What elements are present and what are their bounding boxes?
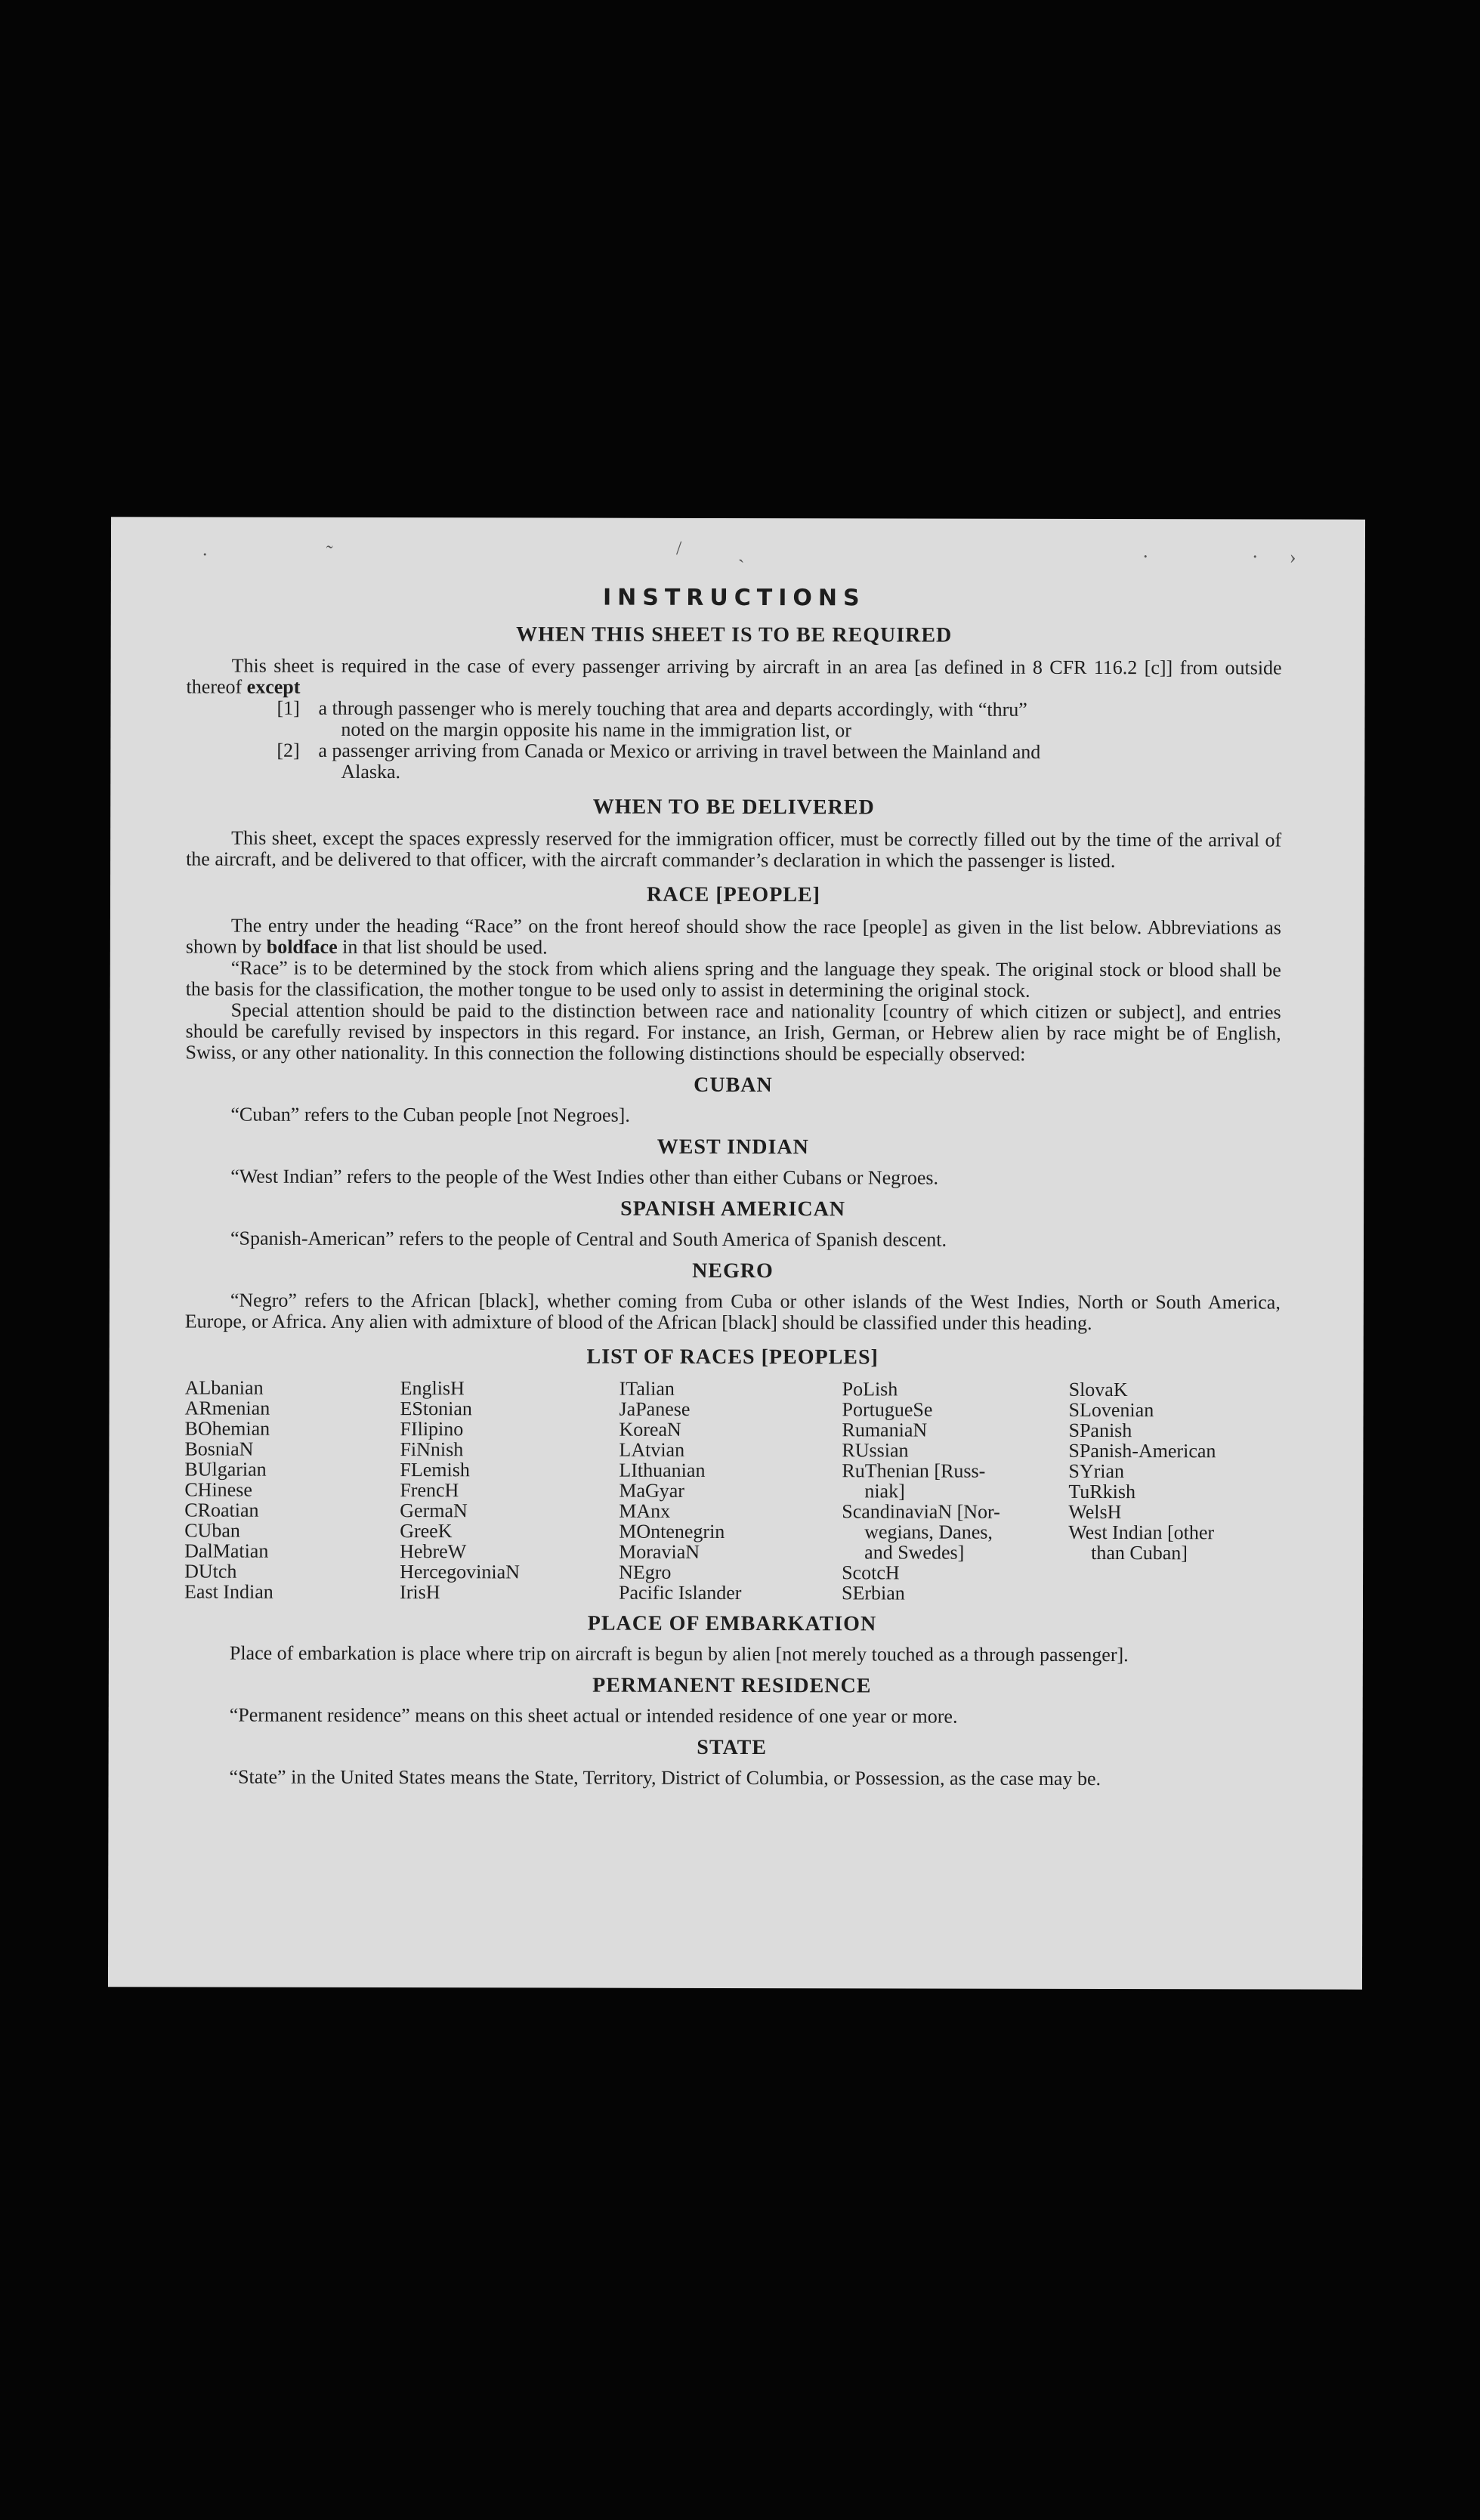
race-entry: GreeK <box>400 1520 453 1543</box>
section-heading-residence: PERMANENT RESIDENCE <box>592 1673 872 1698</box>
race-entry: MoraviaN <box>619 1540 700 1563</box>
race-p1-text-end: in that list should be used. <box>342 935 548 959</box>
section-heading-race: RACE [PEOPLE] <box>646 882 821 907</box>
required-intro <box>187 655 1282 699</box>
race-entry: DalMatian <box>184 1539 269 1562</box>
race-entry: RUssian <box>842 1439 909 1462</box>
race-entry: SYrian <box>1068 1459 1125 1483</box>
scan-speck: ˜ <box>326 541 333 564</box>
list-item <box>277 740 1281 785</box>
list-item-text <box>318 740 1281 785</box>
race-entry: GermaN <box>400 1499 468 1522</box>
cuban-text: “Cuban” refers to the Cuban people [not Negroes]. <box>230 1103 630 1126</box>
scan-speck: / <box>675 536 682 559</box>
required-intro-bold: except <box>246 675 301 698</box>
races-list <box>184 1377 1281 1604</box>
race-entry: SErbian <box>842 1582 905 1604</box>
race-entry: FrencH <box>400 1479 459 1502</box>
race-entry: ScandinaviaN [Nor- <box>842 1500 1000 1523</box>
embarkation-text: Place of embarkation is place where trip on aircraft is begun by alien [not merely touched as a through passenger]. <box>229 1641 1129 1666</box>
race-entry: RuThenian [Russ- <box>842 1459 986 1482</box>
state-text: “State” in the United States means the State, Territory, District of Columbia, or Possession, as the case may be. <box>229 1765 1102 1790</box>
race-entry: than Cuban] <box>1091 1541 1188 1564</box>
race-entry: FiNnish <box>400 1438 464 1461</box>
races-column <box>1068 1379 1281 1604</box>
race-paragraph-1 <box>186 915 1281 959</box>
race-entry: East Indian <box>184 1580 273 1603</box>
race-entry: LAtvian <box>619 1438 685 1461</box>
list-item-line: a through passenger who is merely touching that area and departs accordingly, with “thru” <box>318 696 1027 721</box>
race-paragraph-3: Special attention should be paid to the distinction between race and nationality [country of which citizen or subject], and entries should be carefully revised by inspectors in this regard. For instance, an Irish, German, or Hebrew alien by race might be of English, Swiss, or any other nationality. In this connection the following distinctions should be especially observed: <box>185 999 1281 1065</box>
race-entry: EStonian <box>400 1397 472 1420</box>
race-entry: CHinese <box>184 1478 252 1501</box>
race-entry: ITalian <box>619 1377 675 1400</box>
list-item-continuation: noted on the margin opposite his name in the immigration list, or <box>341 718 851 742</box>
scan-speck: › <box>1289 545 1296 568</box>
race-entry: SPanish-American <box>1068 1439 1216 1462</box>
section-heading-required: WHEN THIS SHEET IS TO BE REQUIRED <box>516 622 953 647</box>
residence-text: “Permanent residence” means on this sheet actual or intended residence of one year or more. <box>229 1703 958 1728</box>
race-entry: TuRkish <box>1068 1480 1136 1503</box>
negro-text: “Negro” refers to the African [black], whether coming from Cuba or other islands of the West Indies, North or South America, Europe, or Africa. Any alien with admixture of blood of the African [black] should be classified under this heading. <box>184 1289 1281 1334</box>
scan-speck: · <box>1142 545 1149 568</box>
page-title: INSTRUCTIONS <box>602 584 866 612</box>
race-entry: CUban <box>184 1519 240 1542</box>
race-entry: BosniaN <box>184 1438 254 1460</box>
section-heading-west-indian: WEST INDIAN <box>657 1135 809 1160</box>
race-entry: FLemish <box>400 1459 470 1481</box>
list-item-text <box>318 698 1281 743</box>
race-entry: IrisH <box>400 1581 440 1604</box>
race-entry: MAnx <box>619 1499 671 1522</box>
race-entry: SlovaK <box>1068 1378 1128 1401</box>
race-entry: SPanish <box>1068 1419 1132 1442</box>
race-entry: HebreW <box>400 1540 467 1563</box>
race-entry: BUlgarian <box>184 1458 267 1481</box>
race-entry: Pacific Islander <box>619 1581 742 1604</box>
race-entry: ALbanian <box>184 1376 264 1399</box>
section-heading-state: STATE <box>697 1735 767 1760</box>
scan-speck: · <box>201 543 209 566</box>
required-intro-text: This sheet is required in the case of every passenger arriving by aircraft in an area [as defined in 8 CFR 116.2 [c]] from outside thereof <box>186 654 1282 698</box>
delivered-text: This sheet, except the spaces expressly reserved for the immigration officer, must be correctly filled out by the time of the arrival of the aircraft, and be delivered to that officer, with the aircraft commander’s declaration in which the passenger is listed. <box>186 826 1282 872</box>
race-entry: PortugueSe <box>842 1398 933 1421</box>
race-entry: CRoatian <box>184 1499 259 1521</box>
scan-speck: · <box>1251 545 1259 568</box>
scan-speck: ˎ <box>737 541 745 564</box>
race-entry: and Swedes] <box>864 1541 965 1564</box>
race-paragraph-2: “Race” is to be determined by the stock from which aliens spring and the language they speak. The original stock or blood shall be the basis for the classification, the mother tongue to be used only to assist in determining the original stock. <box>185 956 1281 1002</box>
list-item-line: a passenger arriving from Canada or Mexico or arriving in travel between the Mainland and <box>318 739 1041 763</box>
race-entry: wegians, Danes, <box>864 1521 993 1543</box>
section-heading-negro: NEGRO <box>692 1258 774 1283</box>
race-entry: MOntenegrin <box>619 1520 725 1543</box>
race-entry: EnglisH <box>400 1377 465 1400</box>
race-entry: West Indian [other <box>1068 1521 1215 1544</box>
race-entry: SLovenian <box>1068 1398 1154 1422</box>
section-heading-spanish-american: SPANISH AMERICAN <box>620 1197 846 1221</box>
races-column <box>400 1378 619 1603</box>
race-entry: LIthuanian <box>619 1459 706 1481</box>
race-entry: BOhemian <box>184 1417 270 1440</box>
race-entry: DUtch <box>184 1560 237 1583</box>
section-heading-cuban: CUBAN <box>694 1073 773 1098</box>
instruction-sheet <box>108 517 1365 1989</box>
section-heading-embarkation: PLACE OF EMBARKATION <box>587 1611 877 1636</box>
list-item-number: [1] <box>277 696 300 719</box>
list-item-continuation: Alaska. <box>341 760 401 783</box>
race-entry: ScotcH <box>842 1561 900 1584</box>
race-entry: MaGyar <box>619 1479 685 1502</box>
list-item-number: [2] <box>277 739 300 761</box>
west-indian-text: “West Indian” refers to the people of the West Indies other than either Cubans or Negroes. <box>230 1165 939 1189</box>
race-entry: KoreaN <box>619 1418 681 1441</box>
race-entry: ARmenian <box>184 1397 270 1419</box>
race-entry: niak] <box>864 1480 905 1502</box>
spanish-american-text: “Spanish-American” refers to the people of Central and South America of Spanish descent. <box>230 1227 947 1251</box>
list-item <box>277 698 1281 743</box>
race-p1-text: The entry under the heading “Race” on the front hereof should show the race [people] as given in the list below. Abbreviations as shown by <box>185 914 1281 958</box>
races-column <box>184 1377 400 1602</box>
race-entry: WelsH <box>1068 1500 1122 1524</box>
race-entry: NEgro <box>619 1561 672 1583</box>
race-p1-bold: boldface <box>266 935 338 958</box>
race-entry: PoLish <box>842 1378 898 1401</box>
section-heading-races-list: LIST OF RACES [PEOPLES] <box>586 1345 879 1370</box>
race-entry: JaPanese <box>619 1397 691 1420</box>
race-entry: FIlipino <box>400 1418 464 1441</box>
race-entry: HercegoviniaN <box>400 1561 520 1583</box>
section-heading-delivered: WHEN TO BE DELIVERED <box>592 795 875 820</box>
races-column <box>619 1379 842 1604</box>
races-column <box>842 1379 1069 1604</box>
race-entry: RumaniaN <box>842 1419 928 1441</box>
